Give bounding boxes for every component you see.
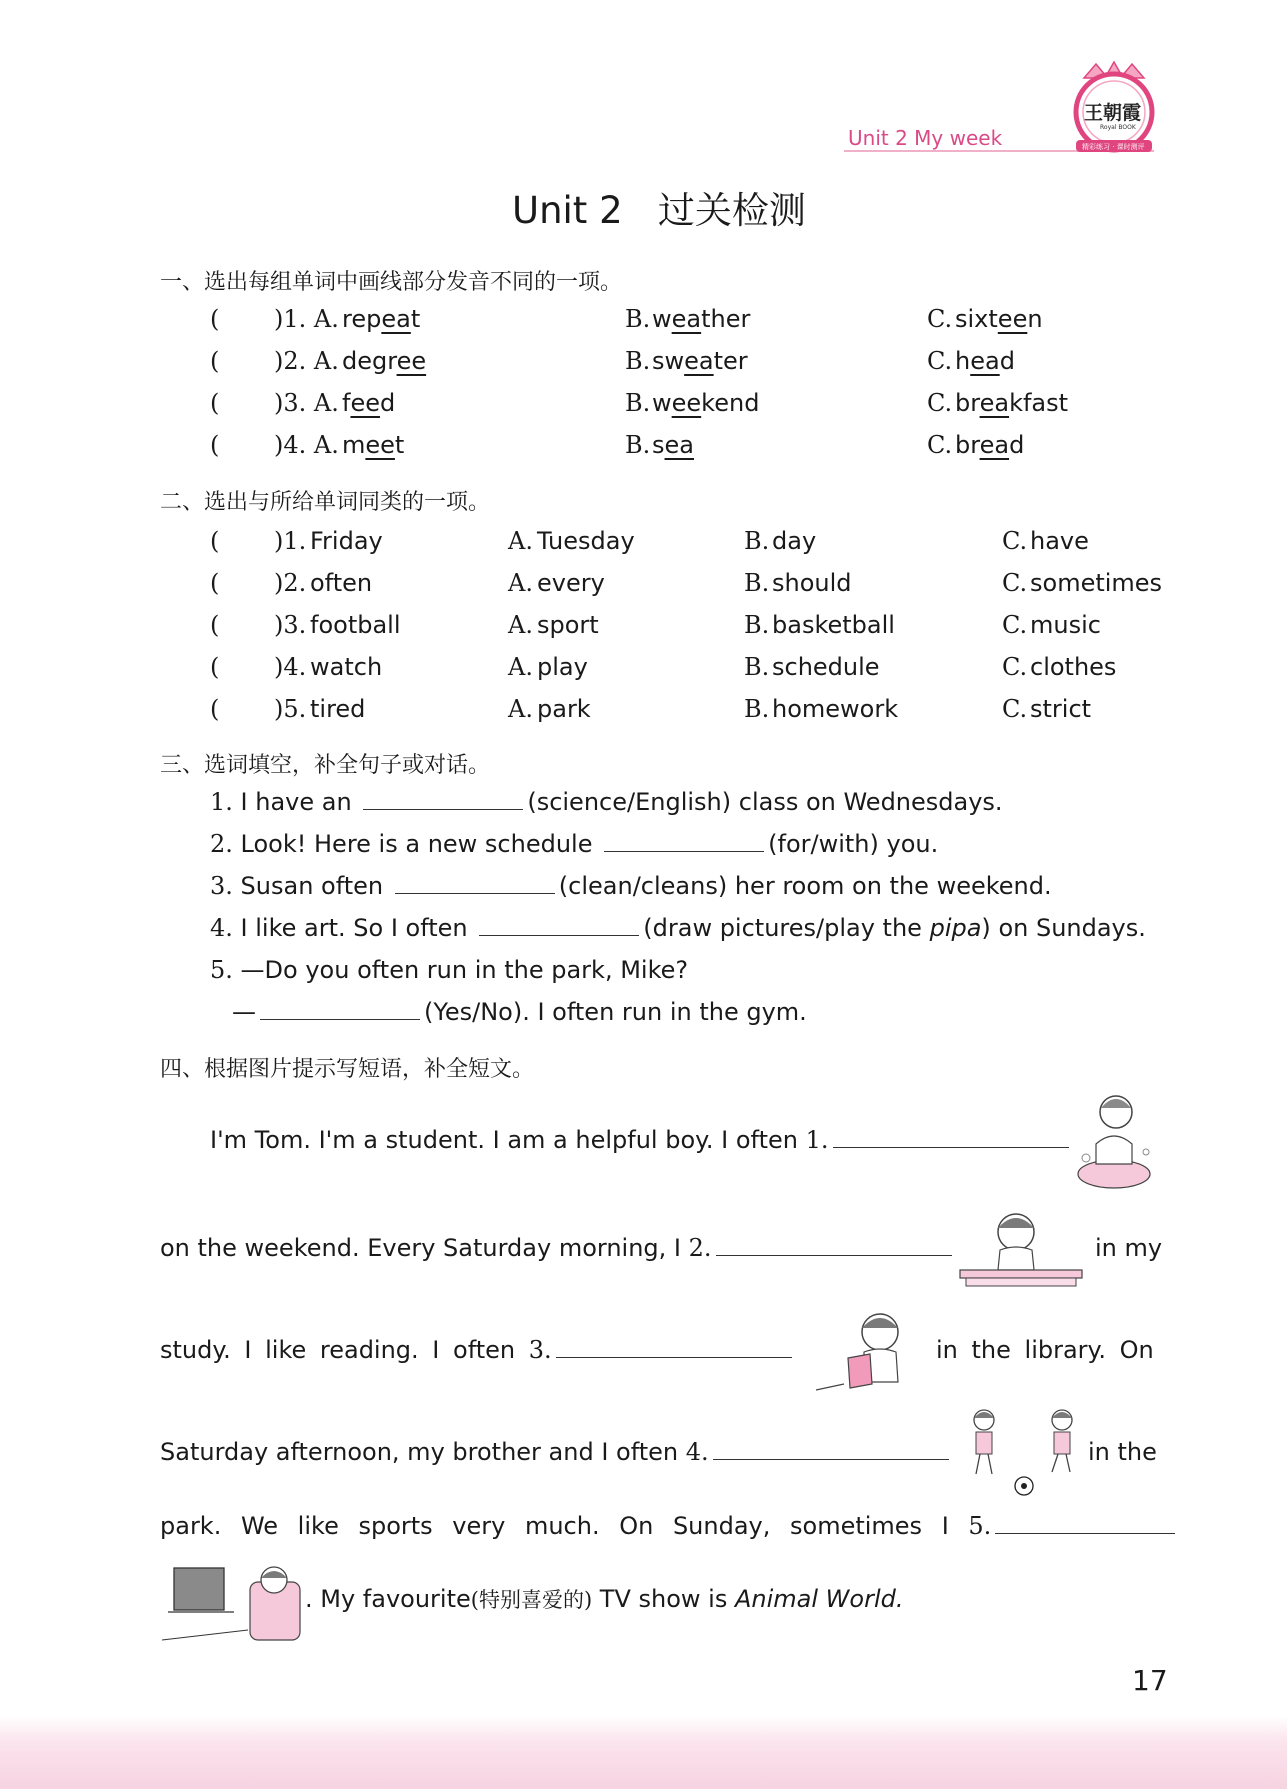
s3-num: 5. xyxy=(210,956,233,984)
s3-sentence-1 xyxy=(210,788,1003,816)
s3-sentence-5 xyxy=(210,956,688,984)
option-c-word: music xyxy=(1030,611,1101,639)
s4-note: (特别喜爱的) xyxy=(470,1588,593,1612)
option-c-label: C. xyxy=(927,305,953,333)
answer-paren-open[interactable]: ( xyxy=(210,611,220,639)
question-number: )1. xyxy=(274,527,307,555)
s4-line-3 xyxy=(160,1336,796,1364)
s4-line-4 xyxy=(160,1438,953,1466)
s3-sentence-5-reply xyxy=(232,998,807,1026)
s4-num: 1. xyxy=(805,1126,829,1154)
option-b-label: B. xyxy=(744,527,770,555)
s4-text: . My favourite xyxy=(305,1585,471,1613)
s4-num: 4. xyxy=(685,1438,709,1466)
s3-options: (for/with) xyxy=(768,830,879,858)
answer-paren-open[interactable]: ( xyxy=(210,389,220,417)
page-number: 17 xyxy=(1132,1664,1168,1697)
given-word: watch xyxy=(310,653,383,681)
s4-line-4-after: in the xyxy=(1088,1438,1157,1466)
s3-num: 3. xyxy=(210,872,233,900)
answer-blank[interactable] xyxy=(556,1356,792,1358)
option-a-label: A. xyxy=(508,611,533,639)
answer-paren-open[interactable]: ( xyxy=(210,653,220,681)
option-b-label: B. xyxy=(744,695,770,723)
option-c-word: bread xyxy=(955,431,1025,459)
tv-watching-illustration xyxy=(158,1560,308,1646)
option-c-label: C. xyxy=(1002,653,1028,681)
option-b-label: B. xyxy=(625,389,651,417)
option-c-label: C. xyxy=(1002,611,1028,639)
boy-at-desk-icon xyxy=(956,1206,1086,1290)
option-a-word: park xyxy=(537,695,591,723)
question-number: )4. A. xyxy=(274,431,339,459)
s3-dash: — xyxy=(232,998,256,1026)
s4-text: I'm Tom. I'm a student. I am a helpful boy. I often xyxy=(210,1126,798,1154)
s3-text: on Sundays. xyxy=(998,914,1146,942)
option-c-label: C. xyxy=(1002,569,1028,597)
desk-study-illustration xyxy=(956,1206,1086,1290)
option-c-label: C. xyxy=(927,431,953,459)
s3-options: (Yes/No). xyxy=(424,998,530,1026)
s3-options: (clean/cleans) xyxy=(558,872,728,900)
s3-text: Look! Here is a new schedule xyxy=(240,830,593,858)
s4-num: 3. xyxy=(528,1336,552,1364)
option-b-word: schedule xyxy=(772,653,880,681)
s4-line-2-after: in my xyxy=(1095,1234,1163,1262)
s4-text: TV show is xyxy=(599,1585,728,1613)
s3-options: (draw pictures/play the pipa) xyxy=(643,914,991,942)
option-c-word: have xyxy=(1030,527,1089,555)
s4-text: study. I like reading. I often xyxy=(160,1336,516,1364)
brand-logo xyxy=(1070,60,1158,156)
answer-blank[interactable] xyxy=(395,892,555,894)
s3-text: class on Wednesdays. xyxy=(738,788,1003,816)
option-a-word: repeat xyxy=(342,305,421,333)
section3-heading: 三、选词填空，补全句子或对话。 xyxy=(160,753,491,778)
option-b-label: B. xyxy=(744,653,770,681)
answer-blank[interactable] xyxy=(479,934,639,936)
option-c-word: sometimes xyxy=(1030,569,1163,597)
s4-line-5 xyxy=(160,1512,1179,1540)
option-c-word: strict xyxy=(1030,695,1092,723)
option-c-label: C. xyxy=(927,389,953,417)
s3-options: (science/English) xyxy=(527,788,732,816)
logo-ribbon: 精彩练习 · 课时测评 xyxy=(1082,143,1145,151)
option-a-label: A. xyxy=(508,695,533,723)
s3-sentence-4 xyxy=(210,914,1146,942)
option-b-word: sweater xyxy=(652,347,748,375)
answer-blank[interactable] xyxy=(713,1458,949,1460)
option-b-label: B. xyxy=(744,569,770,597)
option-a-word: sport xyxy=(537,611,599,639)
s4-line-1 xyxy=(210,1126,1073,1154)
s4-line-3-after: in the library. On xyxy=(936,1336,1154,1364)
question-number: )2. xyxy=(274,569,307,597)
section1-heading: 一、选出每组单词中画线部分发音不同的一项。 xyxy=(160,270,623,295)
given-word: football xyxy=(310,611,401,639)
s3-sentence-2 xyxy=(210,830,938,858)
logo-name: 王朝霞 xyxy=(1084,102,1142,124)
boy-reading-book-icon xyxy=(814,1304,926,1396)
s3-num: 4. xyxy=(210,914,233,942)
answer-paren-open[interactable]: ( xyxy=(210,347,220,375)
page-title: Unit 2 过关检测 xyxy=(512,189,806,232)
question-number: )3. xyxy=(274,611,307,639)
option-b-word: basketball xyxy=(772,611,895,639)
unit-label: Unit 2 My week xyxy=(848,126,1003,150)
option-c-label: C. xyxy=(1002,695,1028,723)
s3-text: Susan often xyxy=(240,872,384,900)
option-a-label: A. xyxy=(508,527,533,555)
option-a-word: feed xyxy=(342,389,396,417)
question-number: )2. A. xyxy=(274,347,339,375)
s3-text: I have an xyxy=(240,788,352,816)
boy-washing-clothes-icon xyxy=(1068,1090,1160,1192)
option-a-word: every xyxy=(537,569,605,597)
s4-line-2 xyxy=(160,1234,956,1262)
answer-blank[interactable] xyxy=(716,1254,952,1256)
option-c-word: sixteen xyxy=(955,305,1043,333)
girl-watching-tv-icon xyxy=(158,1560,308,1646)
answer-blank[interactable] xyxy=(260,1018,420,1020)
question-number: )1. A. xyxy=(274,305,339,333)
footer-band xyxy=(0,1716,1287,1789)
s3-num: 2. xyxy=(210,830,233,858)
answer-blank[interactable] xyxy=(833,1146,1069,1148)
option-b-word: day xyxy=(772,527,817,555)
option-c-word: head xyxy=(955,347,1015,375)
s3-text: you. xyxy=(886,830,939,858)
answer-paren-open[interactable]: ( xyxy=(210,431,220,459)
option-b-label: B. xyxy=(625,347,651,375)
s4-text: on the weekend. Every Saturday morning, I xyxy=(160,1234,681,1262)
option-a-label: A. xyxy=(508,653,533,681)
s4-num: 5. xyxy=(968,1512,992,1540)
s3-text: —Do you often run in the park, Mike? xyxy=(240,956,689,984)
option-b-word: homework xyxy=(772,695,899,723)
football-illustration xyxy=(962,1404,1082,1500)
s4-text: park. We like sports very much. On Sunday, sometimes I xyxy=(160,1512,949,1540)
answer-blank[interactable] xyxy=(604,850,764,852)
s3-sentence-3 xyxy=(210,872,1052,900)
question-number: )4. xyxy=(274,653,307,681)
option-b-label: B. xyxy=(625,305,651,333)
s4-num: 2. xyxy=(688,1234,712,1262)
answer-paren-open[interactable]: ( xyxy=(210,569,220,597)
answer-paren-open[interactable]: ( xyxy=(210,305,220,333)
s4-line-6 xyxy=(305,1584,903,1614)
answer-paren-open[interactable]: ( xyxy=(210,527,220,555)
option-a-word: meet xyxy=(342,431,405,459)
washing-clothes-illustration xyxy=(1068,1090,1160,1192)
option-c-word: breakfast xyxy=(955,389,1069,417)
option-b-word: sea xyxy=(652,431,694,459)
s3-text: her room on the weekend. xyxy=(734,872,1052,900)
given-word: often xyxy=(310,569,373,597)
option-b-word: weekend xyxy=(652,389,760,417)
section4-heading: 四、根据图片提示写短语，补全短文。 xyxy=(160,1057,535,1082)
logo-sub: Royal BOOK xyxy=(1100,124,1136,131)
option-c-label: C. xyxy=(927,347,953,375)
s3-num: 1. xyxy=(210,788,233,816)
section2-heading: 二、选出与所给单词同类的一项。 xyxy=(160,490,491,515)
option-c-label: C. xyxy=(1002,527,1028,555)
option-c-word: clothes xyxy=(1030,653,1117,681)
answer-blank[interactable] xyxy=(995,1532,1175,1534)
given-word: Friday xyxy=(310,527,383,555)
given-word: tired xyxy=(310,695,366,723)
option-b-label: B. xyxy=(625,431,651,459)
s3-text: I like art. So I often xyxy=(240,914,468,942)
question-number: )5. xyxy=(274,695,307,723)
option-b-word: should xyxy=(772,569,852,597)
option-b-word: weather xyxy=(652,305,751,333)
s3-text: I often run in the gym. xyxy=(537,998,807,1026)
option-a-word: Tuesday xyxy=(537,527,635,555)
reading-illustration xyxy=(814,1304,926,1396)
option-a-word: play xyxy=(537,653,588,681)
option-b-label: B. xyxy=(744,611,770,639)
answer-paren-open[interactable]: ( xyxy=(210,695,220,723)
question-number: )3. A. xyxy=(274,389,339,417)
answer-blank[interactable] xyxy=(363,808,523,810)
option-a-label: A. xyxy=(508,569,533,597)
tv-show-title: Animal World. xyxy=(734,1585,904,1613)
s4-text: Saturday afternoon, my brother and I often xyxy=(160,1438,679,1466)
boys-playing-football-icon xyxy=(962,1404,1082,1500)
option-a-word: degree xyxy=(342,347,427,375)
